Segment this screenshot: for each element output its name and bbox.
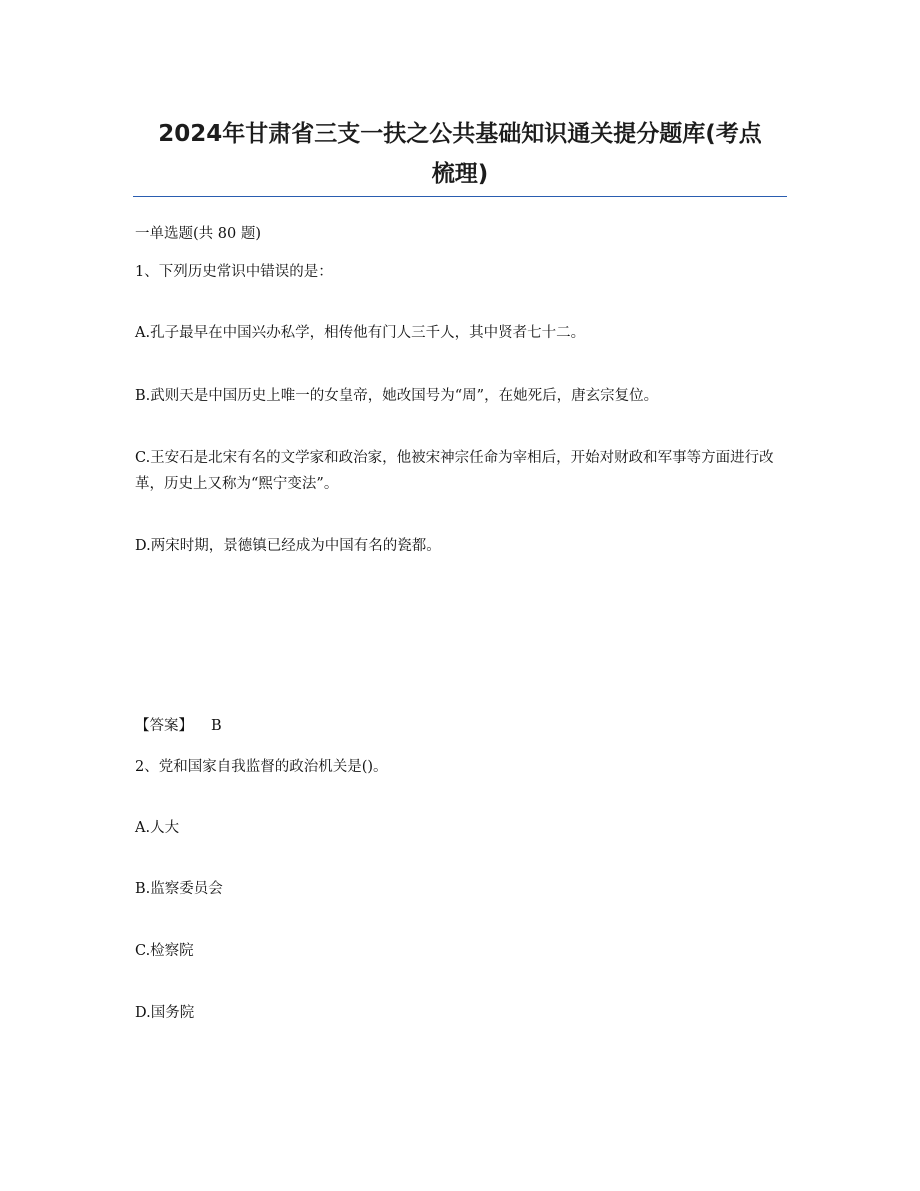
page-title-line-2: 梳理)	[431, 161, 489, 187]
page-title-line-1: 2024年甘肃省三支一扶之公共基础知识通关提分题库(考点	[158, 121, 762, 147]
question-2-option-d: D.国务院	[135, 1005, 195, 1021]
question-1-option-d: D.两宋时期，景德镇已经成为中国有名的瓷都。	[135, 538, 441, 554]
question-1-option-c: C.王安石是北宋有名的文学家和政治家，他被宋神宗任命为宰相后，开始对财政和军事等方面进行改革，历史上又称为“熙宁变法”。	[135, 450, 774, 492]
question-2-stem: 2、党和国家自我监督的政治机关是()。	[135, 759, 388, 775]
question-2-option-b: B.监察委员会	[135, 881, 223, 897]
question-2-option-c: C.检察院	[135, 943, 194, 959]
answer-value: B	[211, 718, 222, 734]
page-title	[120, 114, 800, 194]
title-divider	[133, 196, 787, 197]
section-heading: 一单选题(共 80 题)	[135, 226, 261, 242]
question-1-option-b: B.武则天是中国历史上唯一的女皇帝，她改国号为“周”，在她死后，唐玄宗复位。	[135, 388, 659, 404]
question-1-option-a: A.孔子最早在中国兴办私学，相传他有门人三千人，其中贤者七十二。	[135, 325, 586, 341]
question-2-option-a: A.人大	[135, 820, 180, 836]
answer-label: 【答案】	[135, 718, 193, 734]
question-1-answer	[135, 713, 785, 739]
question-1-stem: 1、下列历史常识中错误的是：	[135, 264, 333, 280]
